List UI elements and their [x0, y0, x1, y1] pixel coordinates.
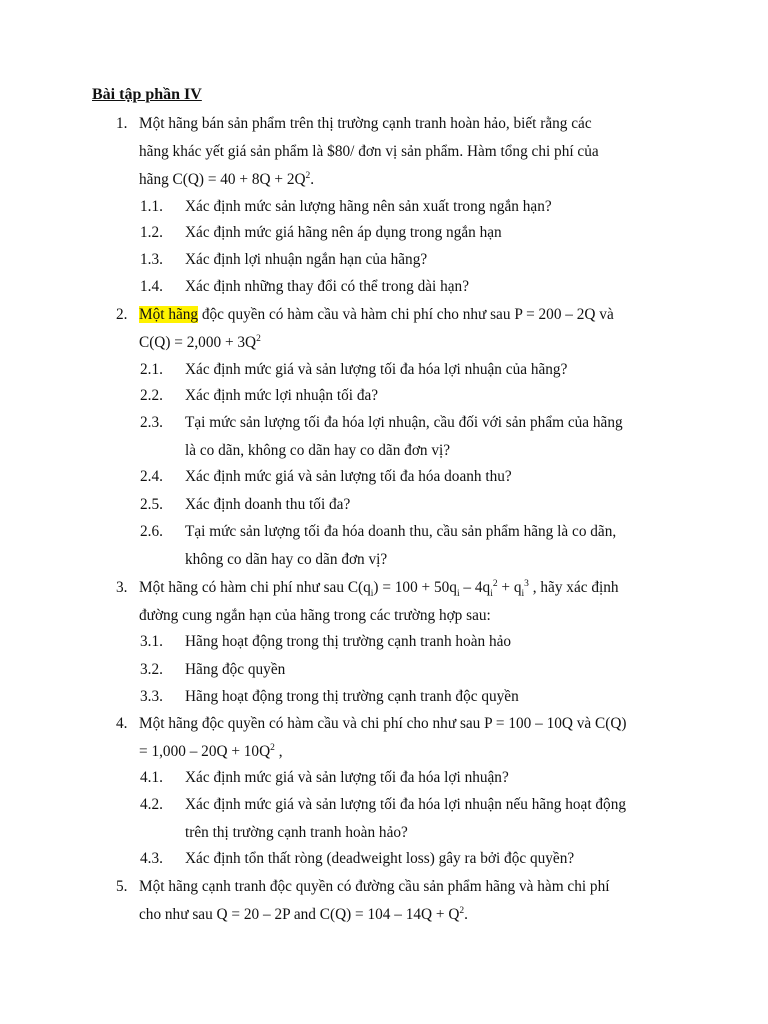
item-1-4-number: 1.4. — [140, 278, 163, 295]
period: . — [310, 171, 315, 188]
subscript: i — [521, 589, 525, 600]
problem-5-line-2: cho như sau Q = 20 – 2P and C(Q) = 104 – 14Q + Q — [139, 906, 460, 923]
item-2-1-number: 2.1. — [140, 361, 163, 378]
item-2-3-line-2: là co dãn, không co dãn hay co dãn đơn vị? — [185, 442, 451, 459]
item-1-2-number: 1.2. — [140, 224, 163, 241]
period: . — [464, 906, 468, 923]
item-2-6-line-2: không co dãn hay co dãn đơn vị? — [185, 551, 388, 568]
item-2-5-text: Xác định doanh thu tối đa? — [185, 496, 351, 513]
problem-2-line-1: độc quyền có hàm cầu và hàm chi phí cho như sau P = 200 – 2Q và — [198, 306, 614, 323]
problem-1-number: 1. — [116, 115, 128, 132]
item-2-4-number: 2.4. — [140, 468, 163, 485]
item-4-1-text: Xác định mức giá và sản lượng tối đa hóa lợi nhuận? — [185, 769, 509, 786]
problem-4-line-1: Một hãng độc quyền có hàm cầu và chi phí cho như sau P = 100 – 10Q và C(Q) — [139, 715, 627, 732]
item-4-2-line-2: trên thị trường cạnh tranh hoàn hảo? — [185, 824, 408, 841]
problem-2-number: 2. — [116, 306, 128, 323]
problem-3-line-1-part: Một hãng có hàm chi phí như sau C(q — [139, 579, 371, 596]
exponent: 2 — [459, 905, 465, 916]
problem-2-line-2: C(Q) = 2,000 + 3Q — [139, 334, 257, 351]
problem-4-text — [139, 710, 674, 766]
item-1-4-text: Xác định những thay đổi có thể trong dài hạn? — [185, 278, 469, 295]
item-1-1-number: 1.1. — [140, 198, 163, 215]
subscript: i — [370, 589, 374, 600]
subscript: i — [456, 589, 460, 600]
problem-1-line-2: hãng khác yết giá sản phẩm là $80/ đơn vị sản phẩm. Hàm tổng chi phí của — [139, 143, 599, 160]
item-4-3-text: Xác định tổn thất ròng (deadweight loss) gây ra bởi độc quyền? — [185, 850, 575, 867]
problem-4-number: 4. — [116, 715, 128, 732]
problem-4-line-2: = 1,000 – 20Q + 10Q — [139, 743, 271, 760]
item-2-6-number: 2.6. — [140, 523, 163, 540]
problem-5-line-1: Một hãng cạnh tranh độc quyền có đường cầu sản phẩm hãng và hàm chi phí — [139, 878, 610, 895]
section-heading: Bài tập phần IV — [92, 86, 202, 103]
exponent: 3 — [524, 578, 529, 589]
problem-3-line-1-part: , hãy xác định — [528, 579, 619, 596]
exponent: 2 — [270, 742, 275, 753]
item-3-1-text: Hãng hoạt động trong thị trường cạnh tranh hoàn hảo — [185, 633, 512, 650]
problem-5-text — [139, 873, 674, 929]
item-2-3-number: 2.3. — [140, 414, 163, 431]
item-2-2-number: 2.2. — [140, 387, 163, 404]
highlighted-text: Một hãng — [139, 306, 199, 323]
item-1-1-text: Xác định mức sản lượng hãng nên sản xuất trong ngắn hạn? — [185, 198, 552, 215]
item-1-2-text: Xác định mức giá hãng nên áp dụng trong ngắn hạn — [185, 224, 502, 241]
item-3-1-number: 3.1. — [140, 633, 163, 650]
item-2-6-line-1: Tại mức sản lượng tối đa hóa doanh thu, cầu sản phẩm hãng là co dãn, — [185, 523, 617, 540]
item-2-2-text: Xác định mức lợi nhuận tối đa? — [185, 387, 379, 404]
problem-2-text — [139, 301, 674, 357]
item-4-2-line-1: Xác định mức giá và sản lượng tối đa hóa lợi nhuận nếu hãng hoạt động — [185, 796, 627, 813]
item-2-1-text: Xác định mức giá và sản lượng tối đa hóa lợi nhuận của hãng? — [185, 361, 568, 378]
subscript: i — [490, 589, 493, 600]
problem-3-text — [139, 574, 674, 630]
item-3-3-text: Hãng hoạt động trong thị trường cạnh tranh độc quyền — [185, 688, 519, 705]
problem-1-line-3: hãng C(Q) = 40 + 8Q + 2Q — [139, 171, 306, 188]
problem-3-line-1-part: – 4q — [459, 579, 491, 596]
item-4-1-number: 4.1. — [140, 769, 163, 786]
item-3-2-text: Hãng độc quyền — [185, 661, 286, 678]
comma: , — [274, 743, 283, 760]
problem-3-line-1-part: + q — [497, 579, 522, 596]
problem-3-number: 3. — [116, 579, 128, 596]
problem-3-line-1-part: ) = 100 + 50q — [373, 579, 457, 596]
problem-5-number: 5. — [116, 878, 128, 895]
exponent: 2 — [305, 170, 311, 181]
exponent: 2 — [256, 333, 261, 344]
item-2-4-text: Xác định mức giá và sản lượng tối đa hóa doanh thu? — [185, 468, 512, 485]
item-3-3-number: 3.3. — [140, 688, 163, 705]
item-1-3-number: 1.3. — [140, 251, 163, 268]
item-4-2-text — [185, 791, 674, 847]
item-1-3-text: Xác định lợi nhuận ngắn hạn của hãng? — [185, 251, 428, 268]
problem-1-text — [139, 110, 674, 194]
item-2-5-number: 2.5. — [140, 496, 163, 513]
problem-3-line-2: đường cung ngắn hạn của hãng trong các trường hợp sau: — [139, 607, 491, 624]
item-2-3-line-1: Tại mức sản lượng tối đa hóa lợi nhuận, cầu đối với sản phẩm của hãng — [185, 414, 623, 431]
item-3-2-number: 3.2. — [140, 661, 163, 678]
item-2-3-text — [185, 409, 674, 465]
problem-1-line-1: Một hãng bán sản phẩm trên thị trường cạnh tranh hoàn hảo, biết rằng các — [139, 115, 592, 132]
item-4-3-number: 4.3. — [140, 850, 163, 867]
item-4-2-number: 4.2. — [140, 796, 163, 813]
exponent: 2 — [492, 578, 498, 589]
item-2-6-text — [185, 518, 674, 574]
